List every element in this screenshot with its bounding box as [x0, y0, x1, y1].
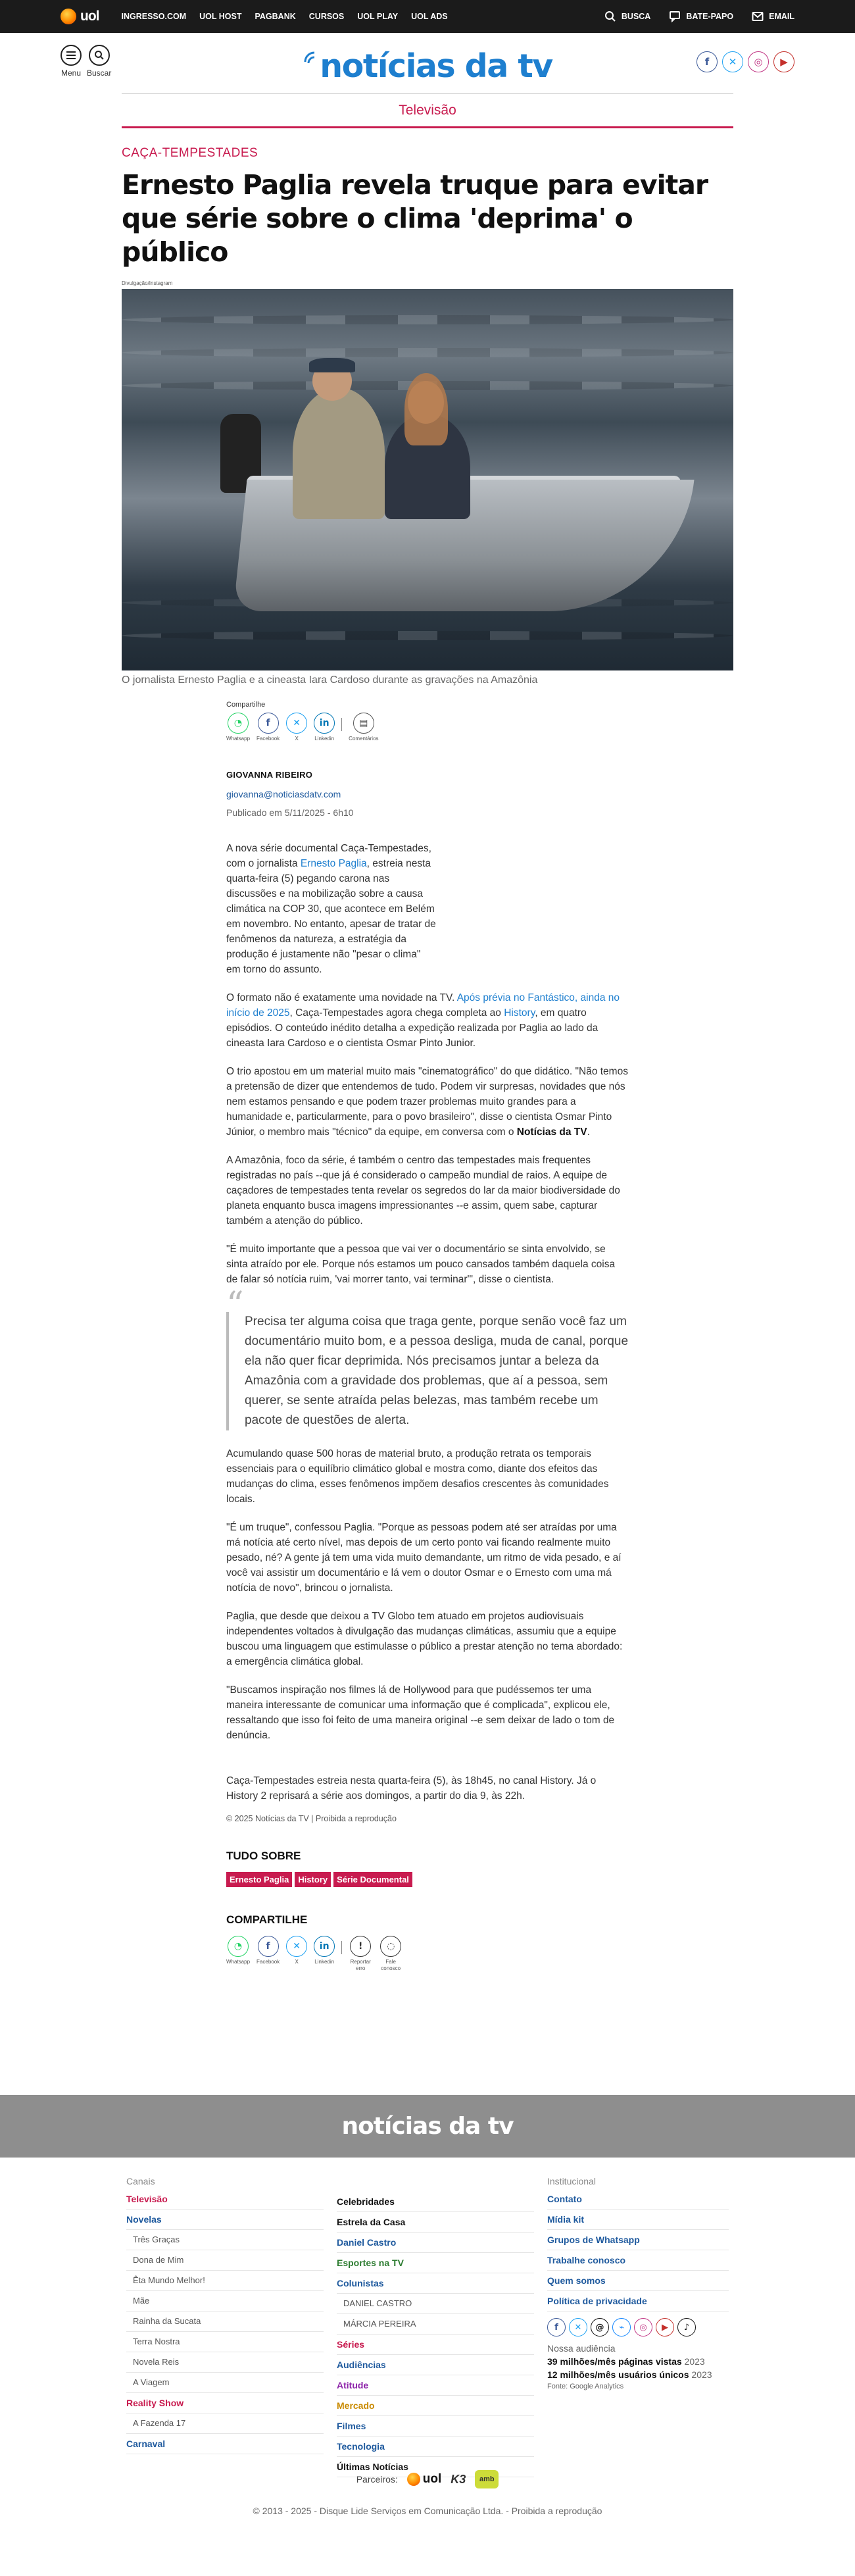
- partner-uol-logo[interactable]: uol: [407, 2472, 442, 2487]
- quote-icon: “: [226, 1285, 244, 1325]
- footer-link[interactable]: Quem somos: [547, 2271, 729, 2291]
- partners: Parceiros: uol K3 amb: [0, 2470, 855, 2488]
- topbar-link-cursos[interactable]: CURSOS: [308, 12, 345, 21]
- instagram-icon[interactable]: ◎: [748, 51, 769, 72]
- footer-logo[interactable]: notícias da tv: [341, 2113, 514, 2140]
- share-bottom-title: COMPARTILHE: [226, 1913, 308, 1926]
- paragraph: A nova série documental Caça-Tempestades, com o jornalista Ernesto Paglia, estreia nesta quarta-feira (5) pegando carona nas discussões e na mobilização sobre a causa climática na COP 30, que acontece em Belém em novembro. No entanto, apesar de tratar de fenômenos da natureza, a estratégia da produção é justamente não "pesar o clima" em torno do assunto.: [226, 843, 436, 975]
- footer-link[interactable]: Mercado: [337, 2396, 534, 2416]
- footer-link[interactable]: Mãe: [126, 2291, 324, 2311]
- share-facebook[interactable]: f Facebook: [256, 713, 280, 742]
- footer-legal: © 2013 - 2025 - Disque Lide Serviços em Comunicação Ltda. - Proibida a reprodução: [253, 2506, 602, 2516]
- paragraph: "Buscamos inspiração nos filmes lá de Hollywood para que pudéssemos ter uma maneira interessante de comunicar uma informação que é complicada", explicou ele, ressaltando que isso foi feito de uma maneira original --e sem deixar de lado o tom de denúncia.: [226, 1684, 615, 1741]
- uol-dot-icon: [61, 9, 76, 24]
- topbar-batepapo[interactable]: BATE-PAPO: [669, 11, 733, 22]
- whatsapp-icon: ◔: [228, 713, 249, 734]
- youtube-icon[interactable]: ▶: [773, 51, 794, 72]
- share-x[interactable]: ✕ X: [286, 1936, 307, 1965]
- footer-link[interactable]: A Viagem: [126, 2373, 324, 2393]
- whatsapp-icon: ◔: [228, 1936, 249, 1957]
- tag-serie-documental[interactable]: Série Documental: [333, 1872, 412, 1887]
- footer-link[interactable]: Tecnologia: [337, 2437, 534, 2457]
- x-icon: ✕: [286, 1936, 307, 1957]
- paragraph: Paglia, que desde que deixou a TV Globo tem atuado em projetos audiovisuais independentes voltados à divulgação das mudanças climáticas, assumiu que a equipe buscou uma linguagem que estimulasse o público a prestar atenção no tema abordado: a emergência climática global.: [226, 1611, 623, 1667]
- article-headline: Ernesto Paglia revela truque para evitar que série sobre o clima 'deprima' o público: [122, 169, 708, 268]
- topbar-link-pagbank[interactable]: PAGBANK: [255, 12, 296, 21]
- article-body: [226, 841, 629, 1804]
- linkedin-icon: in: [314, 1936, 335, 1957]
- facebook-icon: f: [258, 713, 279, 734]
- share-facebook[interactable]: f Facebook: [256, 1936, 280, 1965]
- alert-icon: !: [350, 1936, 371, 1957]
- footer-link[interactable]: Êta Mundo Melhor!: [126, 2271, 324, 2291]
- uol-logo[interactable]: uol: [61, 9, 99, 24]
- footer-link[interactable]: Daniel Castro: [337, 2233, 534, 2253]
- audience-source: Fonte: Google Analytics: [547, 2383, 624, 2390]
- comment-icon: ▤: [353, 713, 374, 734]
- footer-link[interactable]: Novela Reis: [126, 2352, 324, 2373]
- article-copyright: © 2025 Notícias da TV | Proibida a reprodução: [226, 1814, 397, 1823]
- contact-button[interactable]: ◌ Fale conosco: [379, 1936, 403, 1972]
- uol-topbar: [0, 0, 855, 33]
- paragraph: O formato não é exatamente uma novidade na TV. Após prévia no Fantástico, ainda no início de 2025, Caça-Tempestades agora chega completa ao History, em quatro episódios. O conteúdo inédito detalha a expedição realizada por Paglia ao lado da cineasta Iara Cardoso e o cientista Osmar Pinto Junior.: [226, 992, 620, 1049]
- footer-link[interactable]: Contato: [547, 2189, 729, 2210]
- partner-k3-logo[interactable]: K3: [451, 2472, 466, 2486]
- footer-link[interactable]: Últimas Notícias: [337, 2457, 534, 2477]
- section-label[interactable]: Televisão: [399, 102, 456, 118]
- x-icon[interactable]: ✕: [569, 2318, 587, 2336]
- footer-link[interactable]: Televisão: [126, 2189, 324, 2210]
- speech-bubble-icon: ◌: [380, 1936, 401, 1957]
- share-whatsapp[interactable]: ◔ Whatsapp: [226, 1936, 250, 1965]
- audience-pageviews: 39 milhões/mês páginas vistas 2023: [547, 2356, 705, 2367]
- footer-link[interactable]: Reality Show: [126, 2393, 324, 2413]
- hero-image: [122, 289, 733, 670]
- footer-link[interactable]: Carnaval: [126, 2434, 324, 2454]
- footer-link[interactable]: Novelas: [126, 2210, 324, 2230]
- chat-icon: [669, 11, 681, 22]
- paragraph: Caça-Tempestades estreia nesta quarta-feira (5), às 18h45, no canal History. Já o History 2 reprisará a série aos domingos, a partir do dia 9, às 22h.: [226, 1775, 597, 1802]
- tags-title: TUDO SOBRE: [226, 1850, 301, 1862]
- site-footer: [0, 2095, 855, 2472]
- threads-icon[interactable]: @: [591, 2318, 609, 2336]
- share-comments[interactable]: ▤ Comentários: [349, 713, 378, 742]
- mail-icon: [752, 11, 764, 22]
- share-x[interactable]: ✕ X: [286, 713, 307, 742]
- facebook-icon: f: [258, 1936, 279, 1957]
- topbar-links: [122, 12, 448, 21]
- x-icon[interactable]: ✕: [722, 51, 743, 72]
- footer-col-institucional: Institucional Contato Mídia kit Grupos de Whatsapp Trabalhe conosco Quem somos Política de privacidade f ✕ @ ⌁ ◎ ▶ ♪ Nossa audiência 39 milhões/mês páginas vistas 2023 12 milhões/mês usuários únicos 2023 Fonte: Google Analytics: [547, 2176, 729, 2390]
- footer-link[interactable]: Séries: [337, 2335, 534, 2355]
- share-linkedin[interactable]: in Linkedin: [314, 713, 335, 742]
- tag-list: [226, 1872, 629, 1887]
- footer-link[interactable]: Dona de Mim: [126, 2250, 324, 2271]
- pull-quote: “ Precisa ter alguma coisa que traga gente, porque senão você faz um documentário muito bom, e a pessoa desliga, muda de canal, porque ela não quer ficar deprimida. Nós precisamos juntar a beleza da Amazônia com a gravidade dos problemas, que aí a pessoa, sem querer, se sente atraída pelas belezas, mas também recebe um pacote de questões de alerta.: [226, 1312, 629, 1430]
- x-icon: ✕: [286, 713, 307, 734]
- paragraph: A Amazônia, foco da série, é também o centro das tempestades mais frequentes registradas no país --que já é considerado o campeão mundial de raios. A equipe de caçadores de tempestades tenta revelar os segredos do lar da maior biodiversidade do planeta enquanto busca imagens impressionantes --e assim, quem sabe, capturar também a atenção do público.: [226, 1155, 620, 1226]
- footer-link[interactable]: Colunistas: [337, 2273, 534, 2294]
- share-divider: [341, 718, 342, 731]
- topbar-link-uolplay[interactable]: UOL PLAY: [357, 12, 399, 21]
- footer-link[interactable]: Filmes: [337, 2416, 534, 2437]
- bluesky-icon[interactable]: ⌁: [612, 2318, 631, 2336]
- footer-link[interactable]: A Fazenda 17: [126, 2413, 324, 2434]
- menu-button[interactable]: Menu: [61, 45, 82, 78]
- hero-caption: O jornalista Ernesto Paglia e a cineasta Iara Cardoso durante as gravações na Amazônia: [122, 674, 538, 686]
- topbar-link-uolads[interactable]: UOL ADS: [411, 12, 448, 21]
- photo-credit: Divulgação/Instagram: [122, 280, 173, 286]
- footer-link[interactable]: Estrela da Casa: [337, 2212, 534, 2233]
- audience-title: Nossa audiência: [547, 2343, 616, 2354]
- report-error-button[interactable]: ! Reportar erro: [349, 1936, 372, 1972]
- footer-link[interactable]: Mídia kit: [547, 2210, 729, 2230]
- footer-link[interactable]: Três Graças: [126, 2230, 324, 2250]
- uol-dot-icon: [407, 2473, 420, 2486]
- topbar-link-uolhost[interactable]: UOL HOST: [199, 12, 242, 21]
- topbar-busca[interactable]: BUSCA: [604, 11, 650, 22]
- footer-link[interactable]: Celebridades: [337, 2192, 534, 2212]
- header-socials: [696, 51, 794, 72]
- share-divider: [341, 1941, 342, 1954]
- author-email[interactable]: giovanna@noticiasdatv.com: [226, 789, 341, 799]
- site-header: [61, 33, 794, 93]
- footer-link[interactable]: Trabalhe conosco: [547, 2250, 729, 2271]
- footer-link[interactable]: Atitude: [337, 2375, 534, 2396]
- facebook-icon[interactable]: f: [696, 51, 718, 72]
- link-history[interactable]: History: [504, 1007, 535, 1019]
- footer-link[interactable]: Política de privacidade: [547, 2291, 729, 2311]
- share-linkedin[interactable]: in Linkedin: [314, 1936, 335, 1965]
- site-logo[interactable]: notícias da tv: [61, 47, 794, 85]
- author-name: GIOVANNA RIBEIRO: [226, 770, 313, 780]
- link-previa-fantastico[interactable]: Após prévia no Fantástico, ainda no início de 2025: [226, 992, 620, 1019]
- topbar-email[interactable]: EMAIL: [752, 11, 794, 22]
- share-bottom: [226, 1936, 629, 1972]
- publish-date: Publicado em 5/11/2025 - 6h10: [226, 807, 354, 818]
- footer-col-canais: Canais Televisão Novelas Três Graças Dona de Mim Êta Mundo Melhor! Mãe Rainha da Sucata Terra Nostra Novela Reis A Viagem Reality Show A Fazenda 17 Carnaval: [126, 2176, 324, 2454]
- share-whatsapp[interactable]: ◔ Whatsapp: [226, 713, 250, 742]
- tiktok-icon[interactable]: ♪: [677, 2318, 696, 2336]
- article-kicker: CAÇA-TEMPESTADES: [122, 146, 258, 160]
- tag-history[interactable]: History: [295, 1872, 331, 1887]
- paragraph: "É um truque", confessou Paglia. "Porque as pessoas podem até ser atraídas por uma má notícia até certo nível, mas depois de um certo ponto vai ficando realmente muito pesado, né? A gente já tem uma vida muito demandante, um ritmo de vida pesado, e aí você vai assistir um documentário e lá vem o doutor Osmar e o Ernesto com uma má notícia de novo", brincou o jornalista.: [226, 1522, 622, 1594]
- paragraph: "É muito importante que a pessoa que vai ver o documentário se sinta envolvido, se sinta atraído por ele. Porque nós estamos um pouco cansados também daquela coisa de falar só notícia ruim, 'vai morrer tanto, vai terminar'", disse o cientista.: [226, 1244, 616, 1285]
- footer-col-topics: [337, 2192, 534, 2477]
- tag-ernesto-paglia[interactable]: Ernesto Paglia: [226, 1872, 292, 1887]
- footer-link[interactable]: MÁRCIA PEREIRA: [337, 2314, 534, 2335]
- footer-band: [0, 2095, 855, 2158]
- link-ernesto-paglia[interactable]: Ernesto Paglia: [300, 858, 367, 869]
- footer-link[interactable]: Rainha da Sucata: [126, 2311, 324, 2332]
- search-button[interactable]: Buscar: [87, 45, 111, 78]
- footer-link[interactable]: DANIEL CASTRO: [337, 2294, 534, 2314]
- section-bar: [122, 93, 733, 128]
- paragraph: O trio apostou em um material muito mais "cinematográfico" do que didático. "Não temos a pretensão de dizer que entendemos de tudo. Podem vir surpresas, novidades que nós nem estamos pensando e que podem trazer problemas muito grandes para a humanidade e, particularmente, para o povo brasileiro", disse o cientista Osmar Pinto Júnior, o membro mais "técnico" da equipe, em conversa com o Notícias da TV.: [226, 1066, 628, 1138]
- footer-link[interactable]: Terra Nostra: [126, 2332, 324, 2352]
- linkedin-icon: in: [314, 713, 335, 734]
- partner-amb-logo[interactable]: amb: [475, 2470, 499, 2488]
- audience-users: 12 milhões/mês usuários únicos 2023: [547, 2369, 712, 2380]
- share-top: Compartilhe ◔ Whatsapp f Facebook ✕ X in Linkedin ▤ Comentários: [226, 701, 379, 742]
- footer-link[interactable]: Esportes na TV: [337, 2253, 534, 2273]
- search-icon: [604, 11, 616, 22]
- footer-link[interactable]: Grupos de Whatsapp: [547, 2230, 729, 2250]
- footer-socials: [547, 2318, 705, 2336]
- instagram-icon[interactable]: ◎: [634, 2318, 652, 2336]
- youtube-icon[interactable]: ▶: [656, 2318, 674, 2336]
- facebook-icon[interactable]: f: [547, 2318, 566, 2336]
- topbar-link-ingresso[interactable]: INGRESSO.COM: [121, 12, 187, 21]
- footer-link[interactable]: Audiências: [337, 2355, 534, 2375]
- paragraph: Acumulando quase 500 horas de material bruto, a produção retrata os temporais essenciais para o equilíbrio climático global e mostra como, diante dos efeitos das mudanças do clima, esses fenômenos impõem desafios crescentes às comunidades locais.: [226, 1448, 609, 1505]
